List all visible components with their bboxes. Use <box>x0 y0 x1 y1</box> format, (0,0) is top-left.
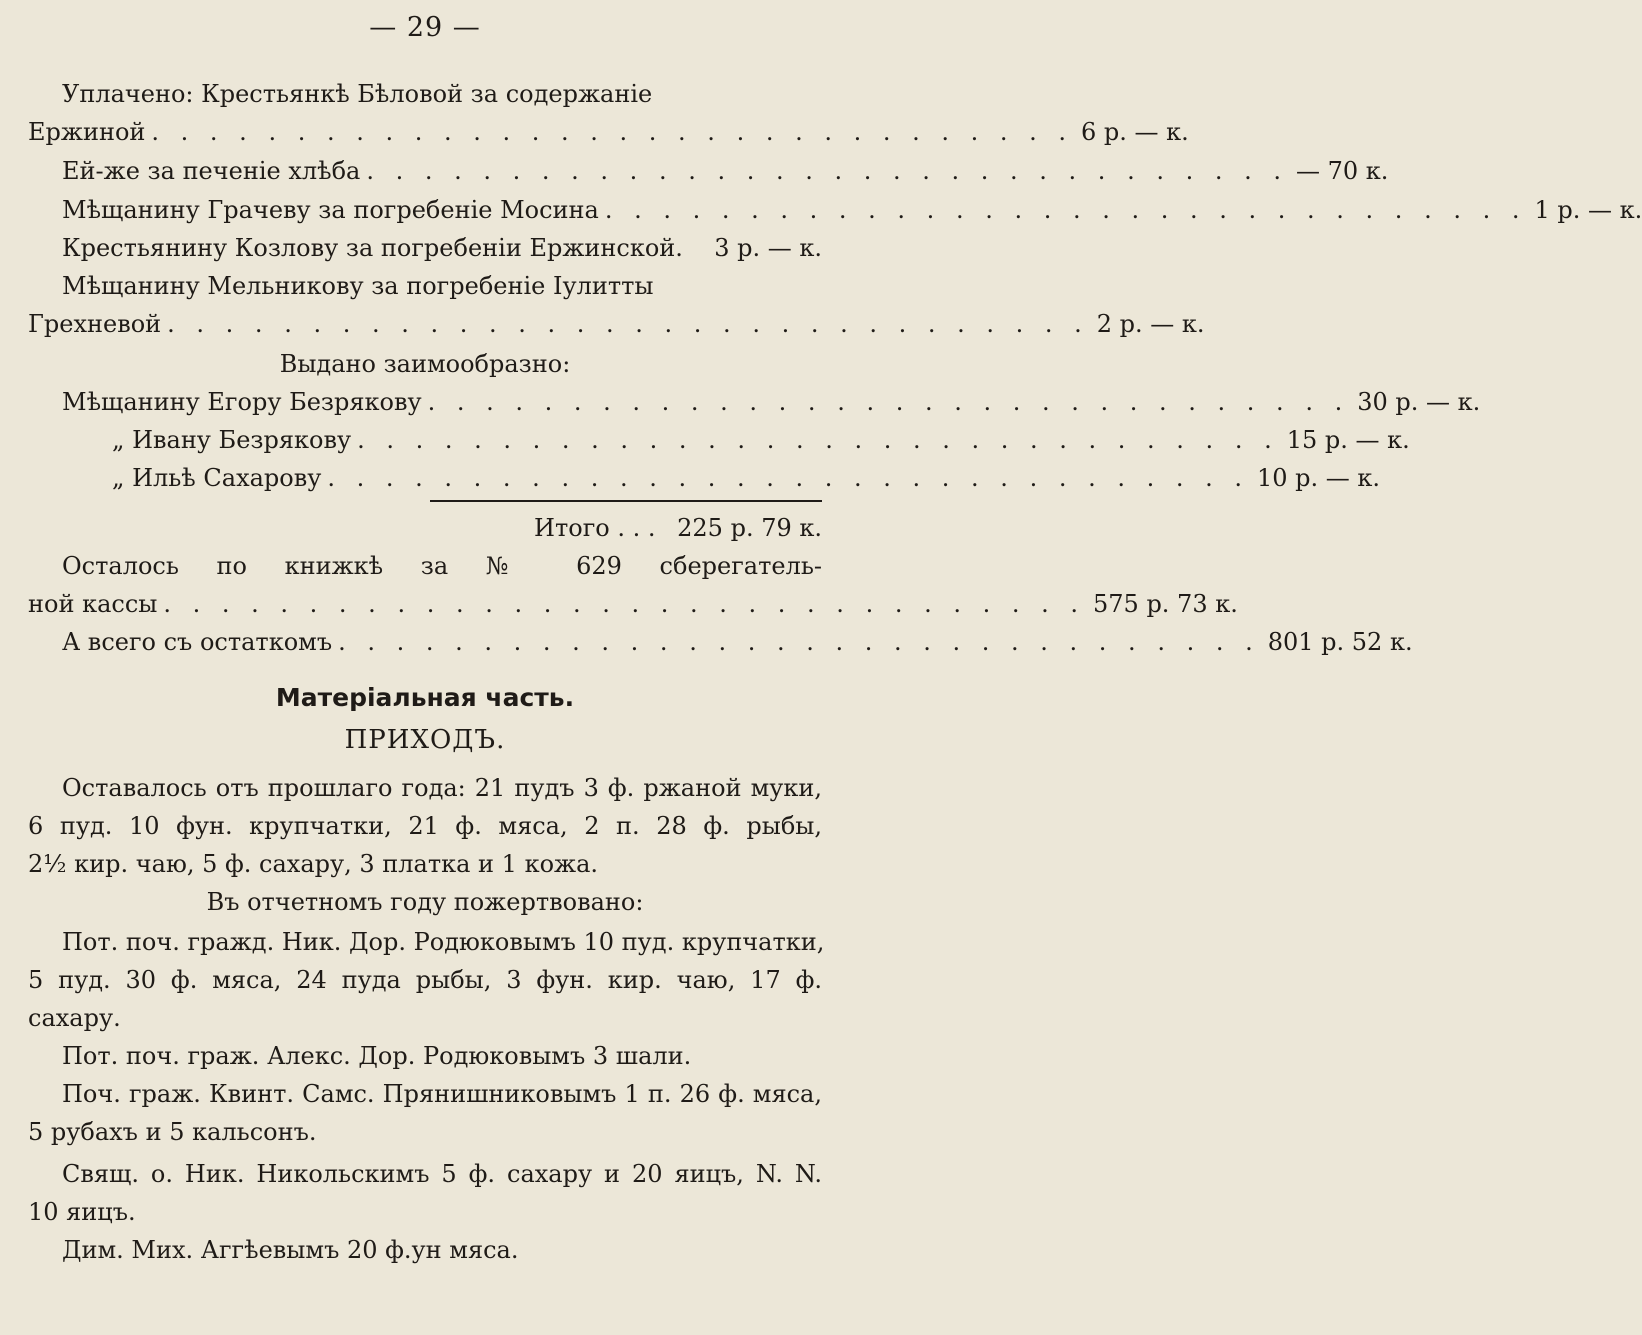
dot-leader: . . . . . . . . . . . . . . . . . . . . . . . . . . . . . . . . <box>604 196 1527 224</box>
ledger-amount: 575 р. 73 к. <box>1093 590 1238 618</box>
paragraph-line: 5 пуд. 30 ф. мяса, 24 пуда рыбы, 3 фун. кир. чаю, 17 ф. <box>28 966 822 994</box>
ledger-amount: 1 р. — к. <box>1534 196 1642 224</box>
ledger-label: Мѣщанину Мельникову за погребеніе Іулитты <box>62 272 654 300</box>
paragraph-line: 10 яицъ. <box>28 1198 136 1226</box>
ledger-label: Крестьянину Козлову за погребеніи Ержинской. <box>62 234 683 262</box>
ledger-label: А всего съ остаткомъ <box>62 628 333 656</box>
ledger-amount: — 70 к. <box>1295 157 1389 185</box>
total-amount: 225 р. 79 к. <box>677 514 822 542</box>
paragraph-line: 5 рубахъ и 5 кальсонъ. <box>28 1118 317 1146</box>
paragraph-line: сахару. <box>28 1004 121 1032</box>
dot-leader: . . . . . . . . . . . . . . . . . . . . . . . . . . . . . . . . <box>366 157 1288 185</box>
ledger-amount: 30 р. — к. <box>1357 388 1481 416</box>
paragraph-line: Пот. поч. гражд. Ник. Дор. Родюковымъ 10 пуд. крупчатки, <box>62 928 825 956</box>
paragraph-line: Свящ. о. Ник. Никольскимъ 5 ф. сахару и 20 яицъ, N. N. <box>62 1160 822 1188</box>
dot-leader: . . . . . . . . . . . . . . . . . . . . . . . . . . . . . . . . <box>338 628 1260 656</box>
ledger-row <box>62 192 1642 228</box>
ledger-row <box>28 586 1238 622</box>
remaining-line: Осталось по книжкѣ за № 629 сберегатель- <box>62 552 822 580</box>
ledger-row <box>62 268 822 304</box>
ledger-label: „ Ивану Безрякову <box>112 426 352 454</box>
paragraph-line: 2½ кир. чаю, 5 ф. сахару, 3 платка и 1 кожа. <box>28 850 599 878</box>
paragraph-line: Поч. граж. Квинт. Самс. Прянишниковымъ 1 п. 26 ф. мяса, <box>62 1080 822 1108</box>
ledger-row <box>112 460 1381 496</box>
dot-leader: . . . . . . . . . . . . . . . . . . . . . . . . . . . . . . . . <box>167 310 1089 338</box>
ledger-label: ной кассы <box>28 590 158 618</box>
ledger-amount: 15 р. — к. <box>1286 426 1410 454</box>
ledger-row <box>62 153 1389 189</box>
total-label: Итого . . . <box>534 514 656 542</box>
section-title: Матеріальная часть. <box>275 683 575 712</box>
ledger-label: „ Ильѣ Сахарову <box>112 464 322 492</box>
dot-leader: . . . . . . . . . . . . . . . . . . . . . . . . . . . . . . . . <box>163 590 1085 618</box>
total-row <box>430 510 822 546</box>
ledger-amount: 2 р. — к. <box>1096 310 1205 338</box>
ledger-amount: 10 р. — к. <box>1257 464 1381 492</box>
ledger-label: Ей-же за печеніе хлѣба <box>62 157 361 185</box>
loans-heading: Выдано заимообразно: <box>279 350 571 378</box>
ledger-label: Мѣщанину Грачеву за погребеніе Мосина <box>62 196 599 224</box>
dot-leader: . . . . . . . . . . . . . . . . . . . . . . . . . . . . . . . . <box>151 118 1074 146</box>
ledger-label: Грехневой <box>28 310 162 338</box>
ledger-amount: 6 р. — к. <box>1081 118 1189 146</box>
paragraph-line: 6 пуд. 10 фун. крупчатки, 21 ф. мяса, 2 п. 28 ф. рыбы, <box>28 812 822 840</box>
paragraph-line: Пот. поч. граж. Алекс. Дор. Родюковымъ 3 шали. <box>62 1042 692 1070</box>
ledger-row <box>62 384 1481 420</box>
ledger-row <box>28 306 1205 342</box>
paragraph-line: Дим. Мих. Аггѣевымъ 20 ф.ун мяса. <box>62 1236 519 1264</box>
ledger-row <box>62 230 822 266</box>
ledger-amount: 3 р. — к. <box>714 234 822 262</box>
dot-leader: . . . . . . . . . . . . . . . . . . . . . . . . . . . . . . . . <box>427 388 1350 416</box>
ledger-row <box>62 624 1413 660</box>
dot-leader: . . . . . . . . . . . . . . . . . . . . . . . . . . . . . . . . <box>327 464 1249 492</box>
ledger-amount: 801 р. 52 к. <box>1267 628 1413 656</box>
page-number: — 29 — <box>369 12 481 43</box>
income-title: ПРИХОДЪ. <box>344 725 506 755</box>
paid-header: Уплачено: Крестьянкѣ Бѣловой за содержаніе <box>62 80 653 108</box>
paragraph-line: Оставалось отъ прошлаго года: 21 пудъ 3 ф. ржаной муки, <box>62 774 822 802</box>
ledger-row <box>28 114 1189 150</box>
ledger-row <box>112 422 1410 458</box>
donated-heading: Въ отчетномъ году пожертвовано: <box>206 888 644 916</box>
ledger-label: Ержиной <box>28 118 146 146</box>
total-rule <box>430 500 822 502</box>
ledger-label: Мѣщанину Егору Безрякову <box>62 388 422 416</box>
dot-leader: . . . . . . . . . . . . . . . . . . . . . . . . . . . . . . . . <box>357 426 1279 454</box>
